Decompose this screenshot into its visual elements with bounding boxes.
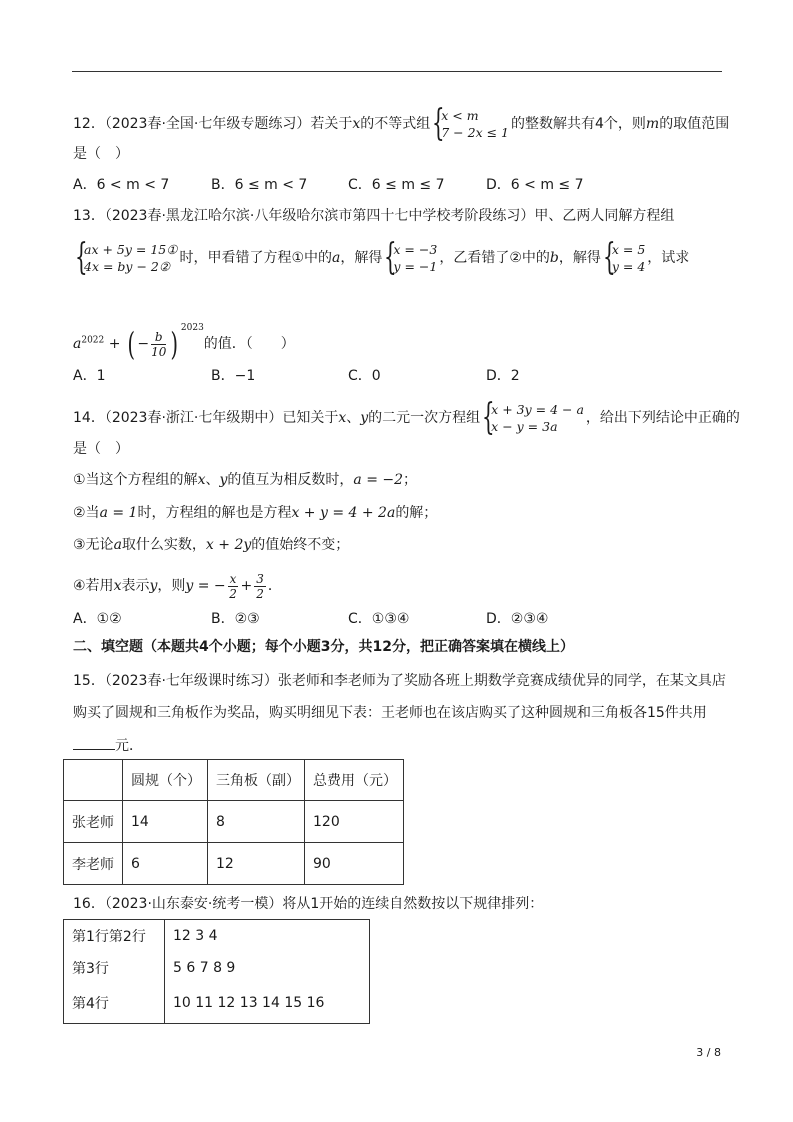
q13-t1: 时，甲看错了方程①中的 <box>179 250 333 266</box>
q15-table <box>63 759 404 885</box>
q15-l3: 元． <box>115 738 143 754</box>
q14-s4: ④若用 <box>73 578 114 594</box>
q13-yi-y: y = 4 <box>611 259 646 274</box>
q15-cell: 90 <box>305 843 404 885</box>
q13-option-b[interactable]: B．−1 <box>211 368 256 384</box>
q14-frac2-den: 2 <box>256 586 264 601</box>
q14-s1: ①当这个方程组的解 <box>73 472 198 488</box>
q13-jia-x: x = −3 <box>393 242 438 257</box>
q15-answer-blank[interactable] <box>73 735 115 750</box>
q14-tail: ，给出下列结论中正确的 <box>585 410 740 426</box>
q15-table-header <box>64 760 404 801</box>
q14-sep: 、 <box>346 410 361 426</box>
q13-stem: 13．（2023春·黑龙江哈尔滨·八年级哈尔滨市第四十七中学校考阶段练习）甲、乙两人同解方程组 <box>73 208 675 224</box>
q14-statement-3 <box>73 535 349 555</box>
q12-eq1: x < m <box>441 108 479 123</box>
q13-option-a[interactable]: A．1 <box>73 368 106 384</box>
q12-option-d[interactable]: D．6 < m ≤ 7 <box>486 177 584 193</box>
q12-system: { x < m 7 − 2x ≤ 1 <box>432 103 509 144</box>
q13-frac-den: 10 <box>151 344 167 359</box>
q15-line2: 购买了圆规和三角板作为奖品，购买明细见下表：王老师也在该店购买了这种圆规和三角板各15件共用 <box>73 705 707 721</box>
q14-s1-y: y <box>219 472 228 488</box>
q14-s3-a: a <box>113 537 122 553</box>
q14-eq1: x + 3y = 4 − a <box>491 402 584 417</box>
q14-s4end: ． <box>267 578 282 594</box>
q14-s3d: 的值始终不变； <box>251 537 350 553</box>
q14-line2: 是（ ） <box>73 441 129 457</box>
q15-th-compass: 圆规（个） <box>123 760 208 801</box>
table-row <box>64 952 370 984</box>
q12-line1 <box>73 103 730 144</box>
q14-s1-sep: 、 <box>205 472 220 488</box>
q14-statement-2 <box>73 503 437 523</box>
page-number: 3 / 8 <box>696 1046 721 1059</box>
q14-frac1 <box>228 572 239 601</box>
q14-frac2-num: 3 <box>256 571 264 586</box>
q15-cell: 张老师 <box>64 801 123 843</box>
table-row <box>64 801 404 843</box>
q14-s4-y: y <box>149 578 158 594</box>
q13-t3: ，乙看错了②中的 <box>439 250 550 266</box>
q14-var-y: y <box>360 410 369 426</box>
q16-line1: 16．（2023·山东泰安·统考一模）将从1开始的连续自然数按以下规律排列： <box>73 896 544 912</box>
q13-yi-x: x = 5 <box>611 242 646 257</box>
q15-cell: 李老师 <box>64 843 123 885</box>
q14-s1b: 的值互为相反数时， <box>227 472 354 488</box>
q13-var-b: b <box>549 250 559 266</box>
q14-s2d: x + y = 4 + 2a <box>291 505 396 521</box>
q13-expr-exp2: 2023 <box>180 323 204 333</box>
q15-th-total: 总费用（元） <box>305 760 404 801</box>
q14-var-x: x <box>338 410 347 426</box>
q13-t4: ，解得 <box>558 250 601 266</box>
q16-table <box>63 919 370 1024</box>
q14-frac2 <box>254 572 266 601</box>
q13-expr-base: a <box>73 336 82 352</box>
table-row <box>64 843 404 885</box>
q15-cell: 14 <box>123 801 208 843</box>
q13-option-d[interactable]: D．2 <box>486 368 520 384</box>
q14-s1c: a = −2 <box>353 472 404 488</box>
q14-s4b: 表示 <box>121 578 150 594</box>
q13-expr-tail: 的值．（ ） <box>203 336 295 352</box>
q14-s3: ③无论 <box>73 537 114 553</box>
q14-s2e: 的解； <box>395 505 438 521</box>
q14-option-a[interactable]: A．①② <box>73 611 122 627</box>
q13-expr-exp1: 2022 <box>81 335 105 346</box>
q14-s2c: 时，方程组的解也是方程 <box>137 505 292 521</box>
table-row <box>64 984 370 1024</box>
q13-left-paren: ( <box>127 325 135 363</box>
q13-sol-jia: { x = −3 y = −1 <box>384 237 438 278</box>
q13-t2: ，解得 <box>340 250 383 266</box>
q15-cell: 8 <box>208 801 305 843</box>
q15-cell: 6 <box>123 843 208 885</box>
q16-row-values: 12 3 4 <box>165 920 370 952</box>
q16-row-label: 第4行 <box>64 984 165 1024</box>
q13-frac-num: b <box>151 330 166 345</box>
q14-s2: ②当 <box>73 505 100 521</box>
q12-eq2: 7 − 2x ≤ 1 <box>441 125 509 140</box>
q13-var-a: a <box>332 250 341 266</box>
q14-mid: 的二元一次方程组 <box>368 410 481 426</box>
q13-system: { ax + 5y = 15① 4x = by − 2② <box>75 237 178 278</box>
q16-row-values: 5 6 7 8 9 <box>165 952 370 984</box>
q15-line3 <box>73 735 143 756</box>
q14-frac1-den: 2 <box>229 586 237 601</box>
q13-sol-yi: { x = 5 y = 4 <box>602 237 646 278</box>
q14-frac1-num: x <box>229 571 237 586</box>
q13-eq1: ax + 5y = 15① <box>84 242 178 257</box>
q13-line2 <box>73 237 690 278</box>
q12-option-b[interactable]: B．6 ≤ m < 7 <box>211 177 308 193</box>
q14-line1 <box>73 397 740 438</box>
q12-option-a[interactable]: A．6 < m < 7 <box>73 177 170 193</box>
q13-jia-y: y = −1 <box>393 259 438 274</box>
q13-t5: ，试求 <box>647 250 690 266</box>
q14-s3b: 取什么实数， <box>121 537 206 553</box>
q12-mid: 的不等式组 <box>360 116 431 132</box>
q14-plus: + <box>240 578 253 594</box>
q16-row-label: 第3行 <box>64 952 165 984</box>
q15-th-triangle: 三角板（副） <box>208 760 305 801</box>
q14-s4c: ，则 <box>157 578 186 594</box>
q12-tail2: 的取值范围 <box>659 116 730 132</box>
q14-s2b: a = 1 <box>99 505 138 521</box>
q15-cell: 120 <box>305 801 404 843</box>
q14-s1d: ； <box>403 472 418 488</box>
q14-stem: 14．（2023春·浙江·七年级期中）已知关于 <box>73 410 339 426</box>
table-row <box>64 920 370 952</box>
q13-option-c[interactable]: C．0 <box>348 368 381 384</box>
q15-th-blank <box>64 760 123 801</box>
section-2-heading: 二、填空题（本题共4个小题；每个小题3分，共12分，把正确答案填在横线上） <box>73 639 574 655</box>
q14-eq2: x − y = 3a <box>491 419 558 434</box>
q14-system: { x + 3y = 4 − a x − y = 3a <box>482 397 584 438</box>
q12-var-m: m <box>645 116 660 132</box>
q14-option-c[interactable]: C．①③④ <box>348 611 410 627</box>
q12-var-x: x <box>352 116 361 132</box>
q12-option-c[interactable]: C．6 ≤ m ≤ 7 <box>348 177 445 193</box>
q13-eq2: 4x = by − 2② <box>84 259 171 274</box>
q14-s4d: y = − <box>185 578 226 594</box>
q16-row-label: 第1行第2行 <box>64 920 165 952</box>
header-rule <box>72 71 722 72</box>
q14-s3c: x + 2y <box>205 537 252 553</box>
q12-tail: 的整数解共有4个，则 <box>511 116 646 132</box>
q14-statement-1 <box>73 470 417 490</box>
q15-cell: 12 <box>208 843 305 885</box>
q15-line1: 15．（2023春·七年级课时练习）张老师和李老师为了奖励各班上期数学竞赛成绩优异的同学，在某文具店 <box>73 673 726 689</box>
q13-fraction <box>151 330 166 359</box>
q14-s4-x: x <box>113 578 122 594</box>
q14-statement-4 <box>73 568 282 604</box>
q12-stem: 12．（2023春·全国·七年级专题练习）若关于 <box>73 116 353 132</box>
q14-option-b[interactable]: B．②③ <box>211 611 260 627</box>
q14-option-d[interactable]: D．②③④ <box>486 611 549 627</box>
q14-s1-x: x <box>197 472 206 488</box>
q13-right-paren: ) <box>170 325 179 363</box>
q16-row-values: 10 11 12 13 14 15 16 <box>165 984 370 1024</box>
q13-expression: $a^{2022}$ + ( − $\frac{b}{10}$ ) $^{2023}$的值．（ ） <box>73 323 295 363</box>
q12-line2: 是（ ） <box>73 146 129 162</box>
